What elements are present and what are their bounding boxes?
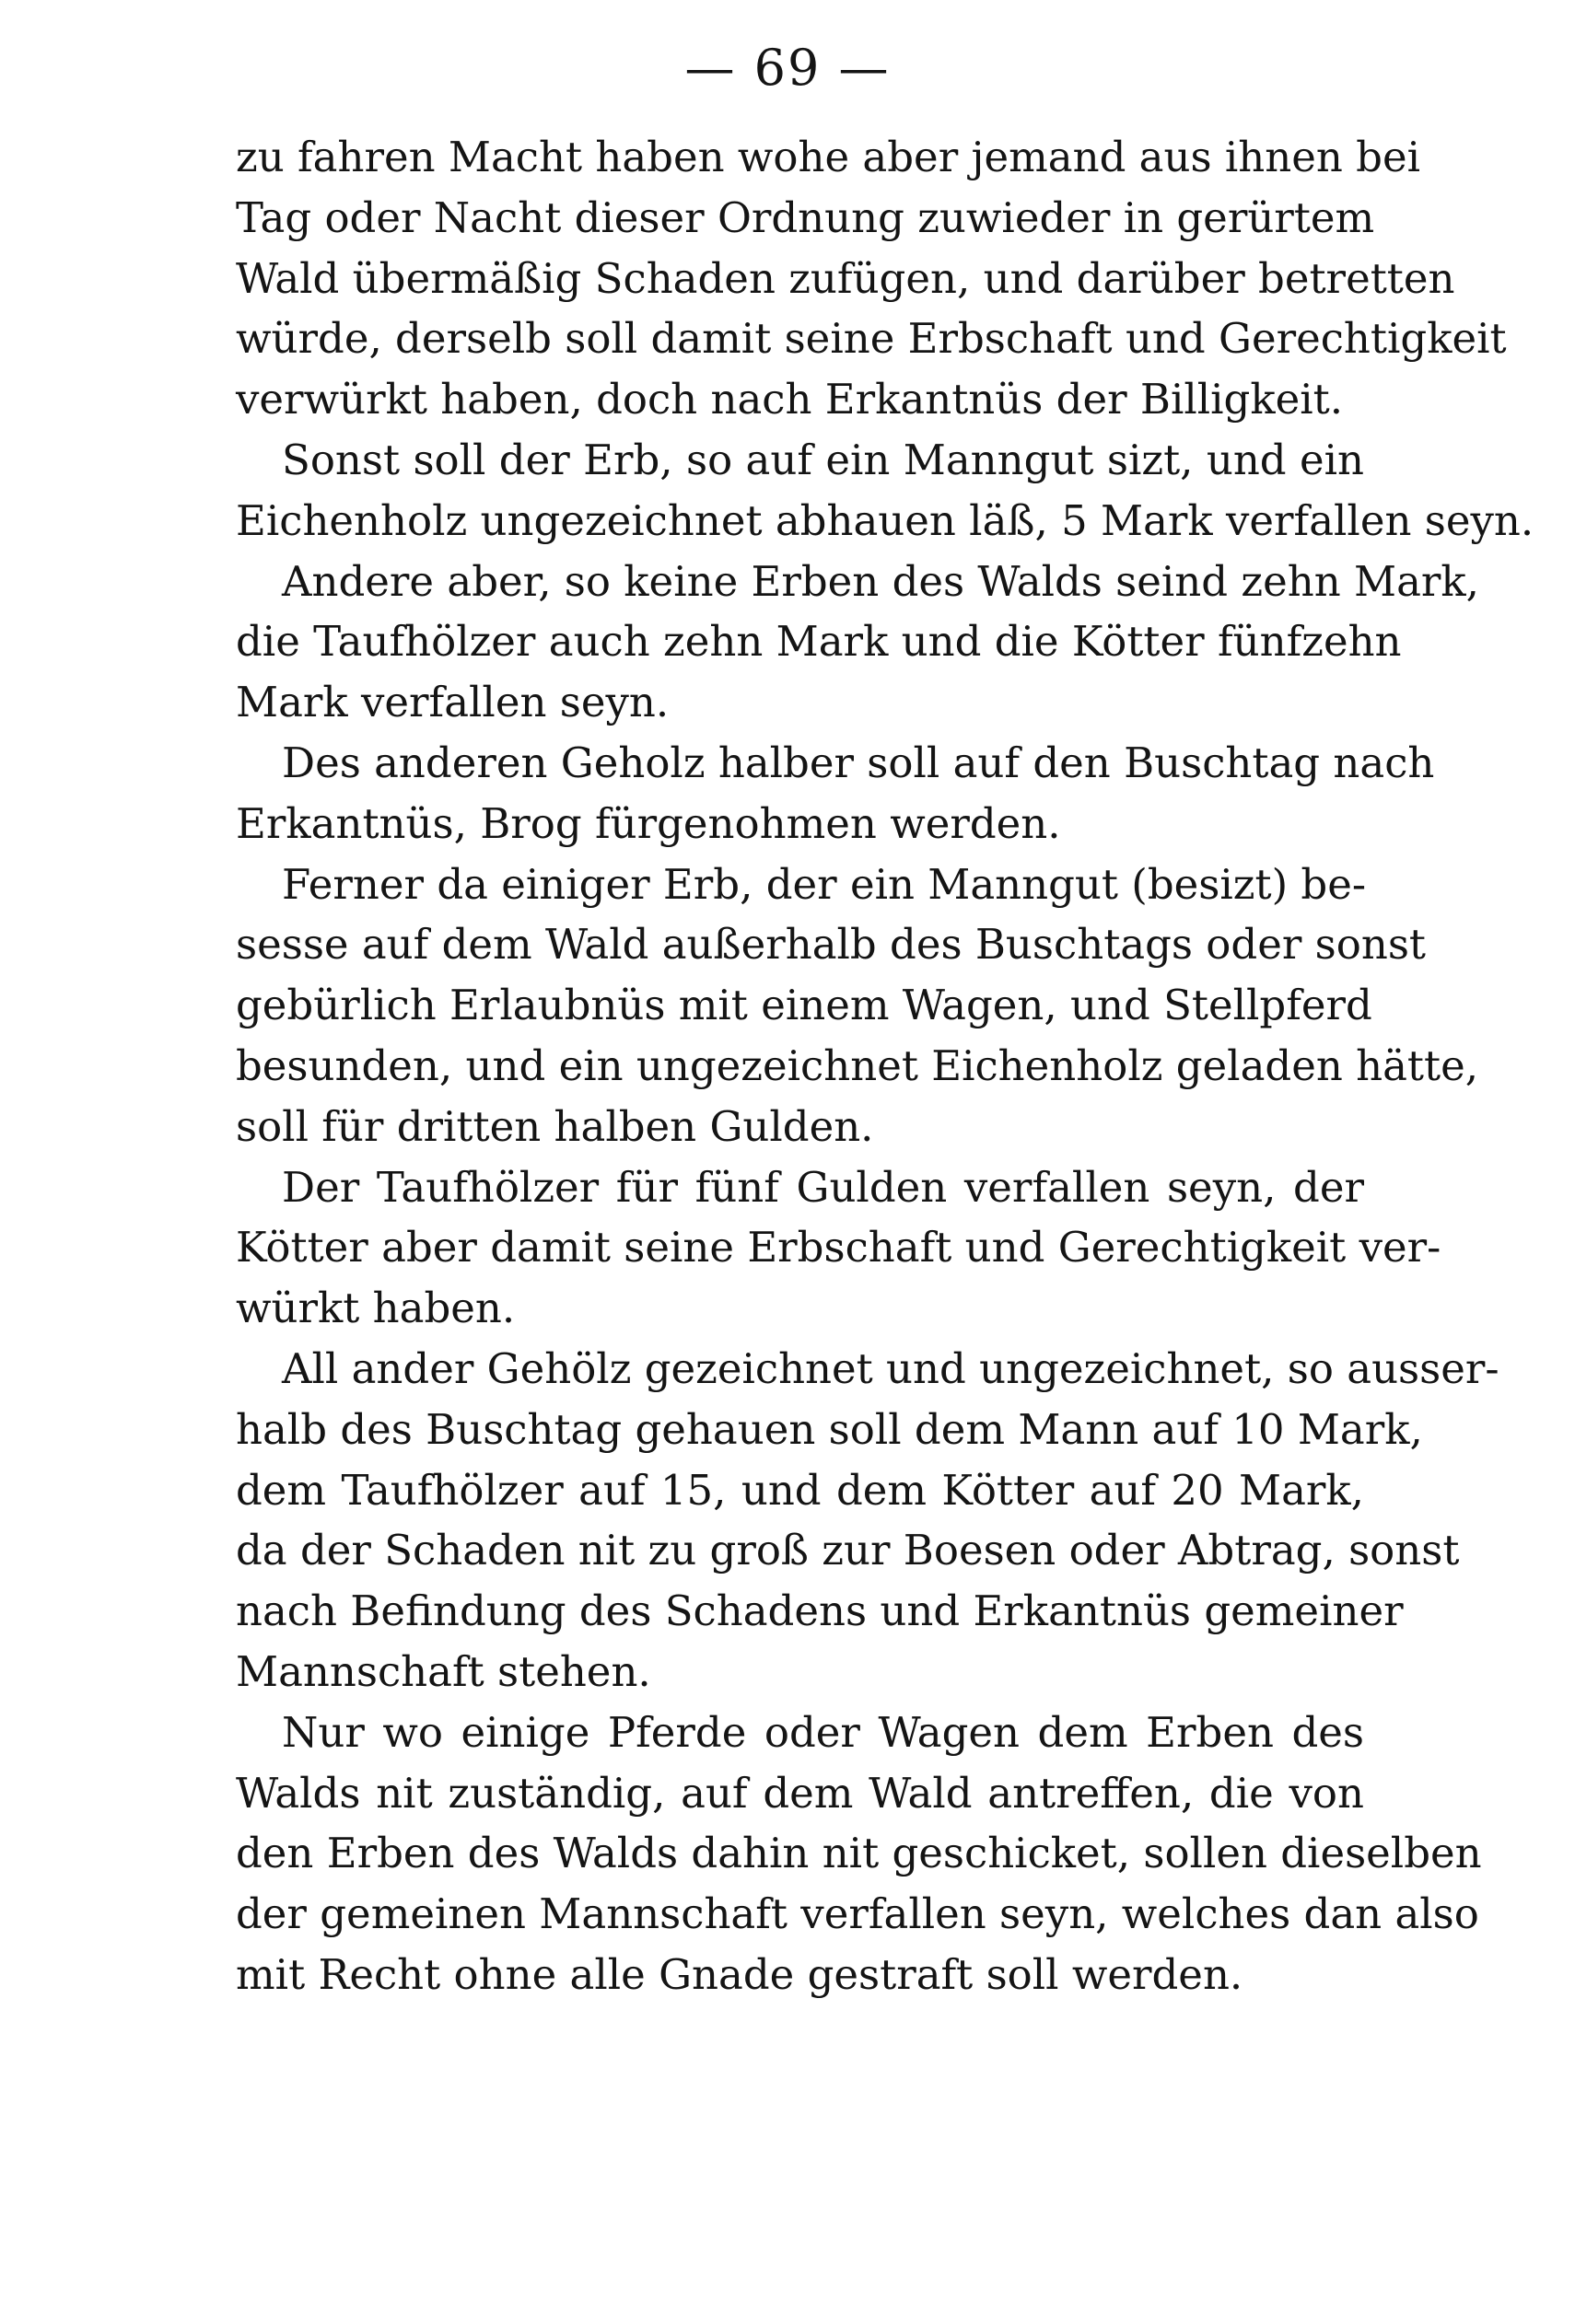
text-line: Tag oder Nacht dieser Ordnung zuwieder in gerürtem <box>236 192 1375 242</box>
text-line: die Taufhölzer auch zehn Mark und die Kötter fünfzehn <box>236 617 1402 667</box>
text-line: den Erben des Walds dahin nit geschicket, sollen dieselben <box>236 1829 1482 1878</box>
text-line: gebürlich Erlaubnüs mit einem Wagen, und Stellpferd <box>236 981 1372 1030</box>
text-line: mit Recht ohne alle Gnade gestraft soll werden. <box>236 1949 1243 1999</box>
text-line: Der Taufhölzer für fünf Gulden verfallen seyn, der <box>282 1162 1364 1212</box>
text-line: Wald übermäßig Schaden zufügen, und darüber betretten <box>236 253 1455 303</box>
text-line: Nur wo einige Pferde oder Wagen dem Erben des <box>282 1707 1364 1757</box>
text-line: würkt haben. <box>236 1284 516 1333</box>
text-line: verwürkt haben, doch nach Erkantnüs der Billigkeit. <box>236 375 1344 424</box>
page-number: — 69 — <box>684 39 891 97</box>
text-line: halb des Buschtag gehauen soll dem Mann auf 10 Mark, <box>236 1404 1423 1454</box>
text-line: besunden, und ein ungezeichnet Eichenholz geladen hätte, <box>236 1040 1479 1090</box>
text-line: da der Schaden nit zu groß zur Boesen oder Abtrag, sonst <box>236 1526 1460 1575</box>
body-text <box>236 127 1534 2005</box>
text-line: Eichenholz ungezeichnet abhauen läß, 5 Mark verfallen seyn. <box>236 495 1534 545</box>
text-line: Mark verfallen seyn. <box>236 678 670 727</box>
text-line: soll für dritten halben Gulden. <box>236 1101 874 1151</box>
text-line: nach Befindung des Schadens und Erkantnüs gemeiner <box>236 1586 1404 1636</box>
text-line: würde, derselb soll damit seine Erbschaft und Gerechtigkeit <box>236 314 1507 364</box>
text-line: All ander Gehölz gezeichnet und ungezeichnet, so ausser- <box>282 1343 1499 1393</box>
text-line: zu fahren Macht haben wohe aber jemand aus ihnen bei <box>236 133 1420 181</box>
text-line: sesse auf dem Wald außerhalb des Buschtags oder sonst <box>236 920 1426 970</box>
text-line: Andere aber, so keine Erben des Walds seind zehn Mark, <box>282 556 1479 606</box>
text-line: Mannschaft stehen. <box>236 1646 651 1696</box>
text-line: Ferner da einiger Erb, der ein Manngut (besizt) be- <box>282 859 1367 909</box>
text-line: der gemeinen Mannschaft verfallen seyn, welches dan also <box>236 1889 1479 1939</box>
text-line: dem Taufhölzer auf 15, und dem Kötter auf 20 Mark, <box>236 1465 1364 1515</box>
text-line: Walds nit zuständig, auf dem Wald antreffen, die von <box>236 1768 1364 1818</box>
text-line: Des anderen Geholz halber soll auf den Buschtag nach <box>282 738 1435 787</box>
text-line: Erkantnüs, Brog fürgenohmen werden. <box>236 798 1061 848</box>
text-line: Kötter aber damit seine Erbschaft und Gerechtigkeit ver- <box>236 1223 1441 1272</box>
text-line: Sonst soll der Erb, so auf ein Manngut sizt, und ein <box>282 435 1364 484</box>
